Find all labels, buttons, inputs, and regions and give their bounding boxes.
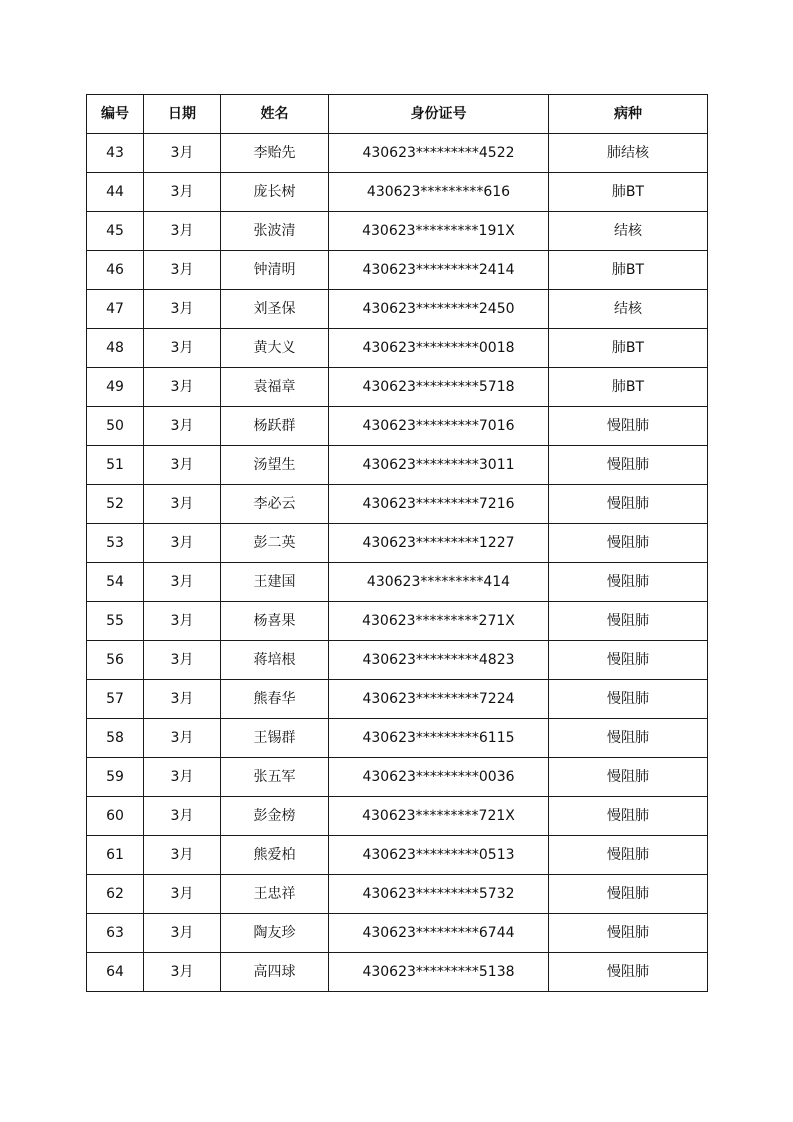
cell-name: 黄大义 <box>221 329 329 368</box>
table-row <box>87 251 708 290</box>
table-row <box>87 758 708 797</box>
table-row <box>87 407 708 446</box>
cell-date: 3月 <box>144 485 221 524</box>
table-row <box>87 134 708 173</box>
cell-disease: 肺BT <box>549 329 708 368</box>
table-row <box>87 797 708 836</box>
table-body <box>87 134 708 992</box>
cell-name: 王锡群 <box>221 719 329 758</box>
cell-id-number: 430623*********5718 <box>329 368 549 407</box>
table-row <box>87 173 708 212</box>
cell-disease: 结核 <box>549 290 708 329</box>
cell-disease: 慢阻肺 <box>549 602 708 641</box>
cell-name: 袁福章 <box>221 368 329 407</box>
table-row <box>87 602 708 641</box>
cell-name: 张五军 <box>221 758 329 797</box>
cell-disease: 慢阻肺 <box>549 485 708 524</box>
cell-disease: 肺BT <box>549 173 708 212</box>
cell-date: 3月 <box>144 914 221 953</box>
cell-id-number: 430623*********6744 <box>329 914 549 953</box>
cell-date: 3月 <box>144 173 221 212</box>
cell-disease: 慢阻肺 <box>549 875 708 914</box>
cell-date: 3月 <box>144 602 221 641</box>
cell-name: 王建国 <box>221 563 329 602</box>
cell-disease: 慢阻肺 <box>549 563 708 602</box>
cell-name: 李贻先 <box>221 134 329 173</box>
cell-name: 杨喜果 <box>221 602 329 641</box>
cell-date: 3月 <box>144 446 221 485</box>
cell-id-number: 430623*********721X <box>329 797 549 836</box>
cell-disease: 慢阻肺 <box>549 719 708 758</box>
cell-id-number: 430623*********271X <box>329 602 549 641</box>
cell-name: 杨跃群 <box>221 407 329 446</box>
cell-name: 陶友珍 <box>221 914 329 953</box>
cell-name: 高四球 <box>221 953 329 992</box>
header-disease: 病种 <box>549 95 708 134</box>
cell-disease: 慢阻肺 <box>549 953 708 992</box>
table-row <box>87 524 708 563</box>
cell-name: 彭二英 <box>221 524 329 563</box>
cell-id-number: 430623*********1227 <box>329 524 549 563</box>
table-row <box>87 485 708 524</box>
cell-id-number: 430623*********0036 <box>329 758 549 797</box>
table-row <box>87 368 708 407</box>
cell-disease: 慢阻肺 <box>549 758 708 797</box>
cell-disease: 肺BT <box>549 368 708 407</box>
cell-id: 56 <box>87 641 144 680</box>
cell-disease: 慢阻肺 <box>549 407 708 446</box>
cell-date: 3月 <box>144 563 221 602</box>
header-row <box>87 95 708 134</box>
cell-date: 3月 <box>144 836 221 875</box>
cell-date: 3月 <box>144 368 221 407</box>
cell-name: 李必云 <box>221 485 329 524</box>
cell-id-number: 430623*********616 <box>329 173 549 212</box>
cell-id: 52 <box>87 485 144 524</box>
table-row <box>87 875 708 914</box>
cell-id-number: 430623*********2414 <box>329 251 549 290</box>
cell-id-number: 430623*********7224 <box>329 680 549 719</box>
cell-date: 3月 <box>144 251 221 290</box>
cell-name: 熊春华 <box>221 680 329 719</box>
table-row <box>87 836 708 875</box>
cell-name: 刘圣保 <box>221 290 329 329</box>
cell-name: 庞长树 <box>221 173 329 212</box>
cell-id: 55 <box>87 602 144 641</box>
cell-id: 60 <box>87 797 144 836</box>
cell-id: 58 <box>87 719 144 758</box>
cell-name: 蒋培根 <box>221 641 329 680</box>
table-row <box>87 641 708 680</box>
cell-disease: 肺BT <box>549 251 708 290</box>
cell-id-number: 430623*********0018 <box>329 329 549 368</box>
cell-date: 3月 <box>144 407 221 446</box>
cell-id-number: 430623*********414 <box>329 563 549 602</box>
cell-id: 61 <box>87 836 144 875</box>
header-date: 日期 <box>144 95 221 134</box>
cell-disease: 慢阻肺 <box>549 524 708 563</box>
cell-disease: 慢阻肺 <box>549 836 708 875</box>
cell-disease: 慢阻肺 <box>549 446 708 485</box>
table-row <box>87 680 708 719</box>
cell-disease: 结核 <box>549 212 708 251</box>
cell-id-number: 430623*********0513 <box>329 836 549 875</box>
cell-date: 3月 <box>144 290 221 329</box>
cell-id-number: 430623*********6115 <box>329 719 549 758</box>
cell-id: 54 <box>87 563 144 602</box>
cell-id: 51 <box>87 446 144 485</box>
cell-id-number: 430623*********2450 <box>329 290 549 329</box>
table-row <box>87 329 708 368</box>
cell-id-number: 430623*********7016 <box>329 407 549 446</box>
cell-id: 63 <box>87 914 144 953</box>
cell-name: 张波清 <box>221 212 329 251</box>
header-id: 编号 <box>87 95 144 134</box>
table-header <box>87 95 708 134</box>
cell-id: 57 <box>87 680 144 719</box>
table-row <box>87 914 708 953</box>
cell-date: 3月 <box>144 524 221 563</box>
cell-date: 3月 <box>144 641 221 680</box>
cell-disease: 慢阻肺 <box>549 914 708 953</box>
table-row <box>87 446 708 485</box>
cell-id: 44 <box>87 173 144 212</box>
cell-id-number: 430623*********5732 <box>329 875 549 914</box>
cell-id: 49 <box>87 368 144 407</box>
cell-date: 3月 <box>144 953 221 992</box>
cell-id: 46 <box>87 251 144 290</box>
cell-id: 53 <box>87 524 144 563</box>
cell-date: 3月 <box>144 212 221 251</box>
cell-date: 3月 <box>144 719 221 758</box>
table-row <box>87 719 708 758</box>
cell-id: 59 <box>87 758 144 797</box>
cell-id: 45 <box>87 212 144 251</box>
table-row <box>87 563 708 602</box>
cell-id: 50 <box>87 407 144 446</box>
patient-table <box>86 94 708 992</box>
cell-id-number: 430623*********3011 <box>329 446 549 485</box>
cell-date: 3月 <box>144 329 221 368</box>
cell-disease: 慢阻肺 <box>549 641 708 680</box>
cell-name: 王忠祥 <box>221 875 329 914</box>
cell-id: 47 <box>87 290 144 329</box>
cell-disease: 慢阻肺 <box>549 797 708 836</box>
cell-id: 43 <box>87 134 144 173</box>
table-row <box>87 290 708 329</box>
cell-name: 彭金榜 <box>221 797 329 836</box>
table-row <box>87 953 708 992</box>
cell-id-number: 430623*********7216 <box>329 485 549 524</box>
cell-date: 3月 <box>144 680 221 719</box>
cell-id: 64 <box>87 953 144 992</box>
cell-date: 3月 <box>144 875 221 914</box>
cell-id-number: 430623*********5138 <box>329 953 549 992</box>
cell-id: 62 <box>87 875 144 914</box>
cell-date: 3月 <box>144 134 221 173</box>
cell-name: 熊爱柏 <box>221 836 329 875</box>
cell-date: 3月 <box>144 797 221 836</box>
cell-name: 钟清明 <box>221 251 329 290</box>
header-id-number: 身份证号 <box>329 95 549 134</box>
cell-disease: 肺结核 <box>549 134 708 173</box>
cell-disease: 慢阻肺 <box>549 680 708 719</box>
cell-id: 48 <box>87 329 144 368</box>
cell-date: 3月 <box>144 758 221 797</box>
cell-id-number: 430623*********191X <box>329 212 549 251</box>
cell-id-number: 430623*********4823 <box>329 641 549 680</box>
cell-name: 汤望生 <box>221 446 329 485</box>
header-name: 姓名 <box>221 95 329 134</box>
cell-id-number: 430623*********4522 <box>329 134 549 173</box>
table-row <box>87 212 708 251</box>
